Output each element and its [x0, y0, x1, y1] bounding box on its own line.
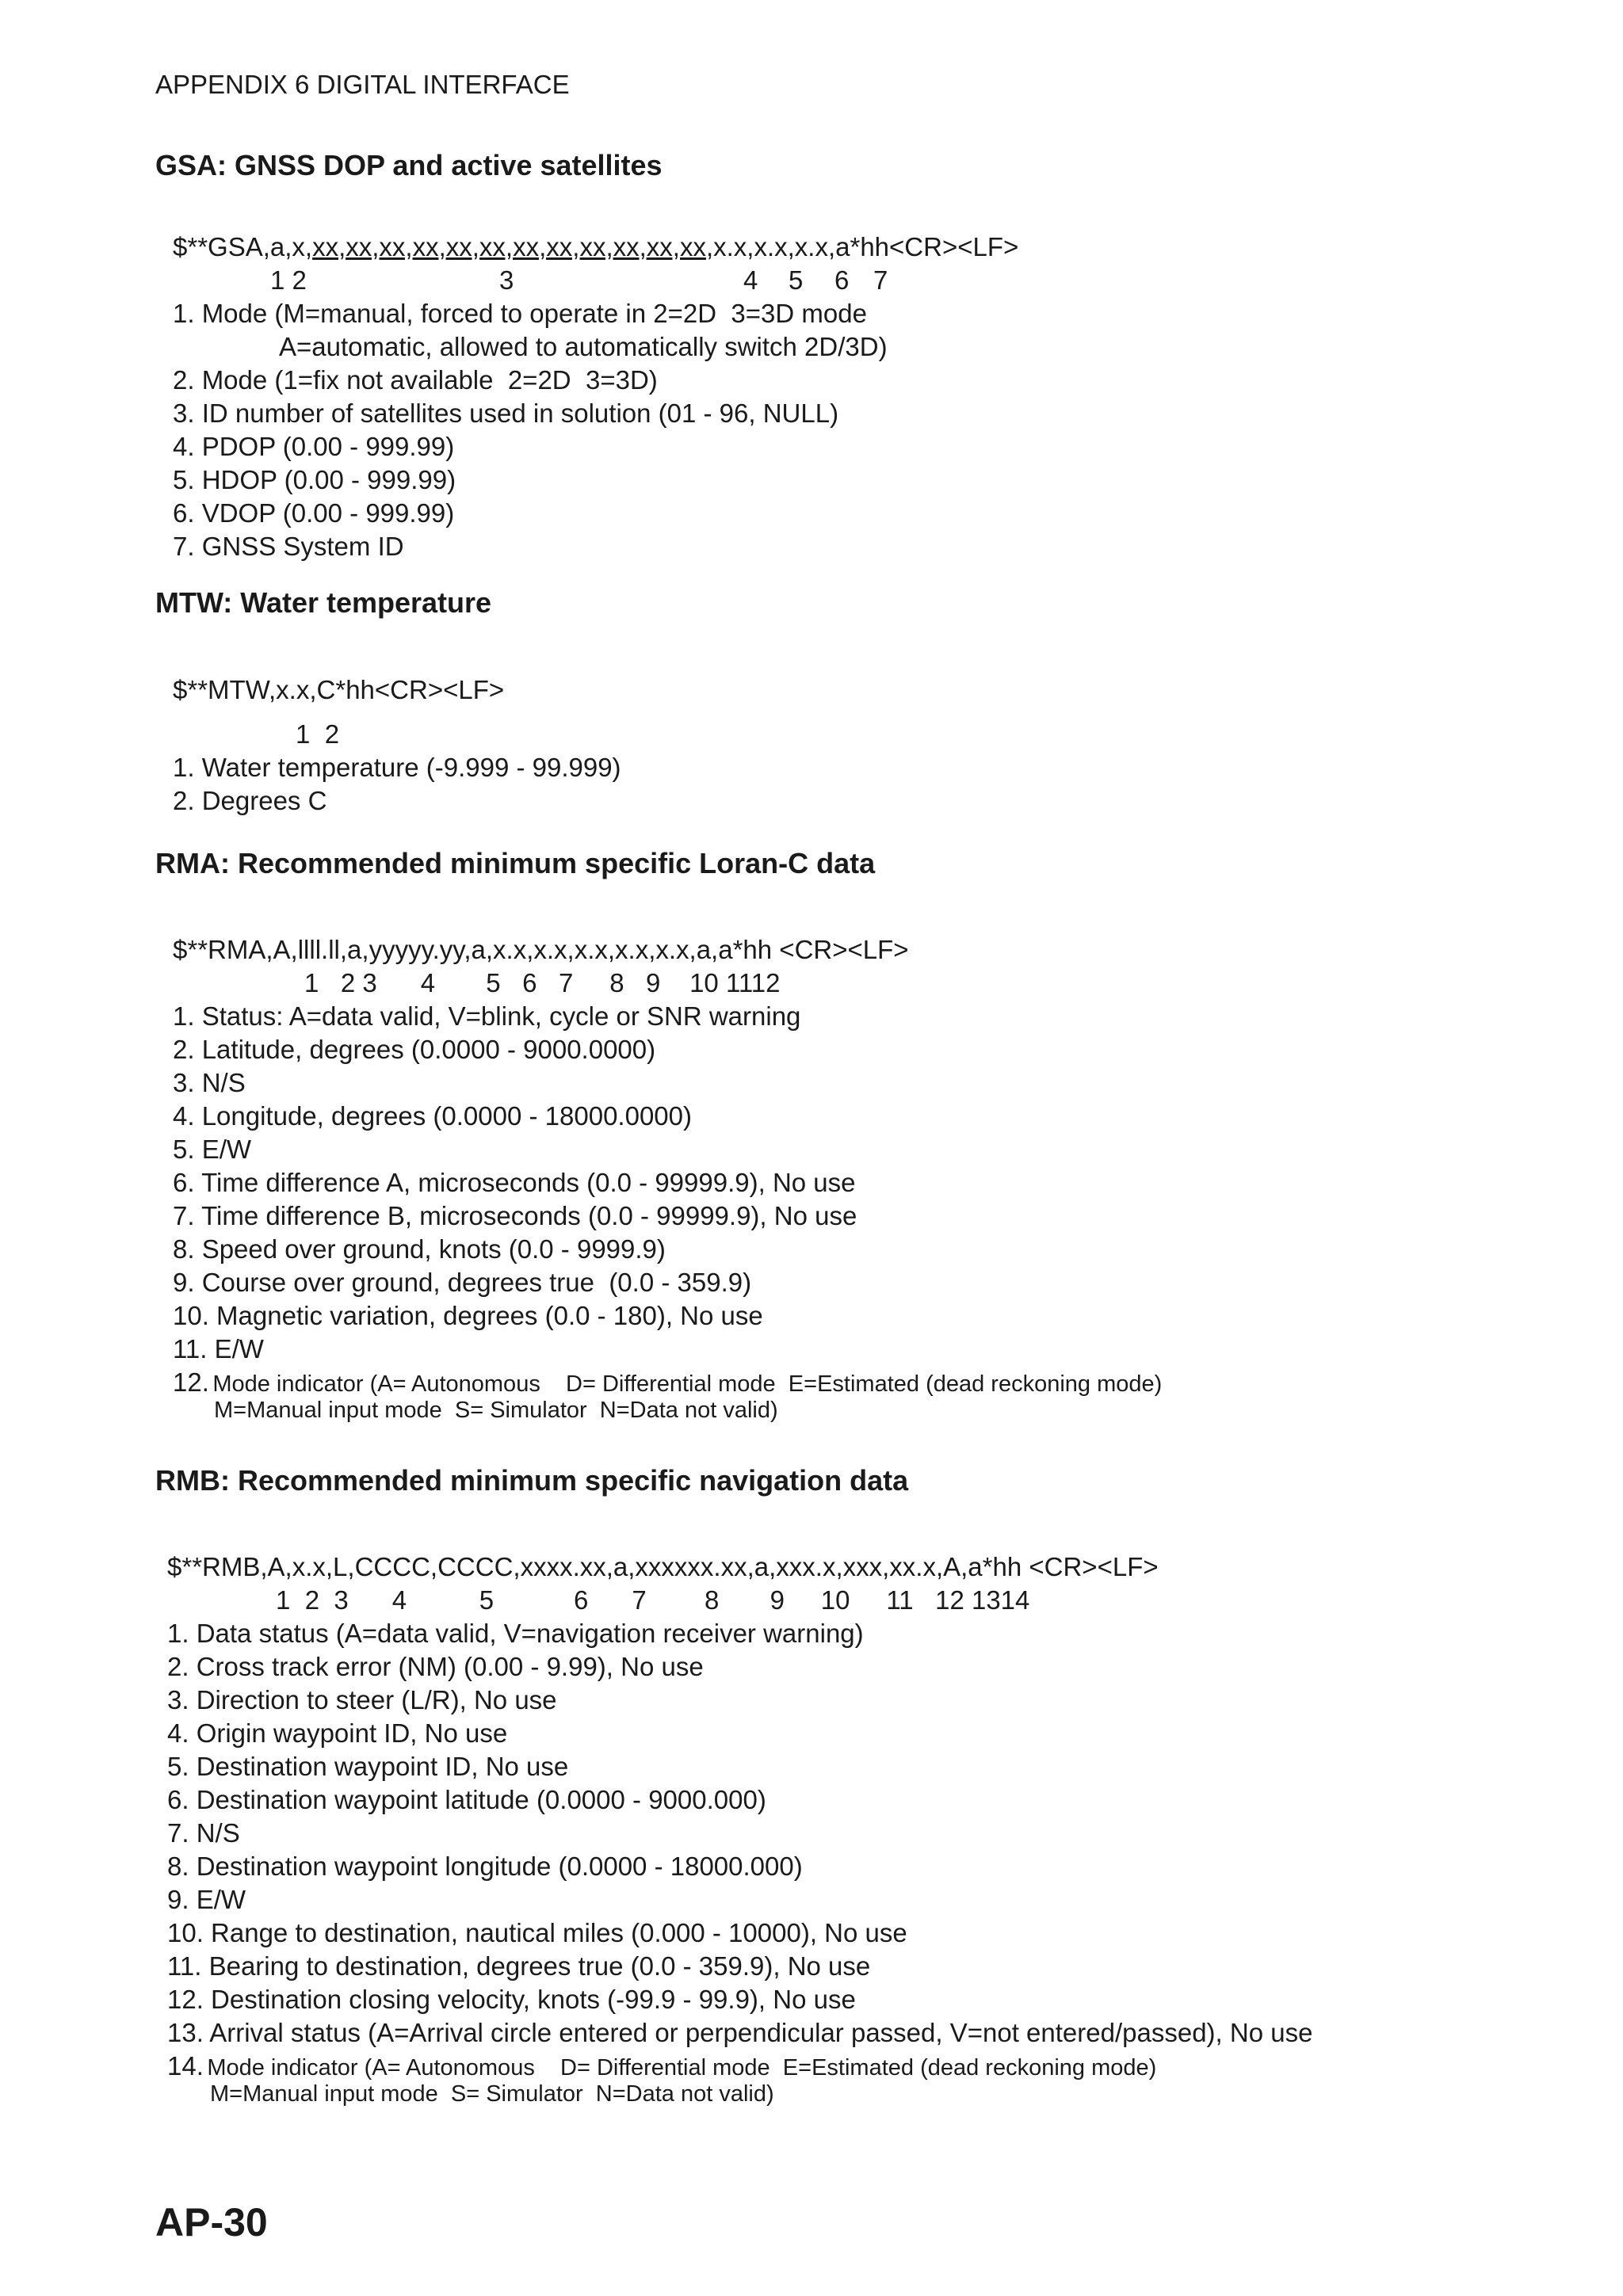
rma-item: 4. Longitude, degrees (0.0000 - 18000.0000)	[173, 1101, 693, 1131]
rmb-mode-line2: M=Manual input mode S= Simulator N=Data not valid)	[210, 2081, 774, 2107]
rma-title: RMA: Recommended minimum specific Loran-C data	[155, 847, 876, 879]
rma-item: 7. Time difference B, microseconds (0.0 - 99999.9), No use	[173, 1201, 857, 1230]
rma-mode-line1: Mode indicator (A= Autonomous D= Differential mode E=Estimated (dead reckoning mode)	[212, 1371, 1163, 1397]
gsa-item: 3. ID number of satellites used in solution (01 - 96, NULL)	[173, 399, 839, 428]
gsa-item: 4. PDOP (0.00 - 999.99)	[173, 432, 455, 461]
rma-mode-num: 12.	[173, 1367, 209, 1397]
gsa-num-6: 6	[834, 265, 850, 295]
rmb-item: 11. Bearing to destination, degrees true (0.0 - 359.9), No use	[167, 1951, 871, 1981]
gsa-format-satellites: xx,xx,xx,xx,xx,xx,xx,xx,xx,xx,xx,xx	[312, 232, 706, 261]
rma-item: 5. E/W	[173, 1135, 252, 1164]
rmb-item: 9. E/W	[167, 1885, 246, 1914]
rmb-item: 4. Origin waypoint ID, No use	[167, 1718, 508, 1748]
gsa-item: 6. VDOP (0.00 - 999.99)	[173, 498, 455, 528]
rma-format: $**RMA,A,llll.ll,a,yyyyy.yy,a,x.x,x.x,x.x,x.x,x.x,a,a*hh <CR><LF>	[173, 935, 909, 964]
rmb-item: 10. Range to destination, nautical miles (0.000 - 10000), No use	[167, 1918, 907, 1947]
rma-item: 9. Course over ground, degrees true (0.0 - 359.9)	[173, 1268, 752, 1297]
rma-item: 6. Time difference A, microseconds (0.0 - 99999.9), No use	[173, 1168, 856, 1197]
rma-numbering: 1 2 3 4 5 6 7 8 9 10 1112	[304, 968, 781, 997]
mtw-item: 1. Water temperature (-9.999 - 99.999)	[173, 753, 621, 782]
rma-item: 10. Magnetic variation, degrees (0.0 - 180), No use	[173, 1301, 763, 1330]
page-number: AP-30	[155, 2200, 268, 2245]
rmb-item: 6. Destination waypoint latitude (0.0000 - 9000.000)	[167, 1785, 766, 1814]
rmb-format: $**RMB,A,x.x,L,CCCC,CCCC,xxxx.xx,a,xxxxxx.xx,a,xxx.x,xxx,xx.x,A,a*hh <CR><LF>	[167, 1552, 1159, 1581]
gsa-item: 7. GNSS System ID	[173, 532, 404, 561]
mtw-title: MTW: Water temperature	[155, 586, 492, 619]
rmb-numbering: 1 2 3 4 5 6 7 8 9 10 11 12 1314	[276, 1585, 1030, 1615]
rmb-item: 3. Direction to steer (L/R), No use	[167, 1685, 557, 1714]
rma-item: 11. E/W	[173, 1334, 264, 1363]
gsa-item: A=automatic, allowed to automatically switch 2D/3D)	[279, 332, 888, 361]
mtw-format: $**MTW,x.x,C*hh<CR><LF>	[173, 675, 505, 704]
gsa-num-4: 4	[743, 265, 758, 295]
rmb-title: RMB: Recommended minimum specific navigation data	[155, 1464, 909, 1497]
rma-item: 3. N/S	[173, 1068, 246, 1097]
rmb-item: 13. Arrival status (A=Arrival circle entered or perpendicular passed, V=not entered/passed), No use	[167, 2018, 1313, 2047]
gsa-format-suffix: ,x.x,x.x,x.x,a*hh<CR><LF>	[705, 232, 1019, 261]
gsa-num-7: 7	[873, 265, 888, 295]
rmb-item: 8. Destination waypoint longitude (0.0000 - 18000.000)	[167, 1852, 803, 1881]
mtw-item: 2. Degrees C	[173, 786, 327, 815]
gsa-format-prefix: $**GSA,a,x,	[173, 232, 313, 261]
gsa-title: GSA: GNSS DOP and active satellites	[155, 149, 663, 181]
rmb-item: 2. Cross track error (NM) (0.00 - 9.99), No use	[167, 1652, 704, 1681]
rmb-item: 12. Destination closing velocity, knots (-99.9 - 99.9), No use	[167, 1985, 856, 2014]
gsa-format	[173, 232, 1018, 262]
rmb-item: 7. N/S	[167, 1818, 240, 1848]
rma-item: 1. Status: A=data valid, V=blink, cycle or SNR warning	[173, 1001, 801, 1031]
gsa-num-5: 5	[789, 265, 804, 295]
rmb-mode-line1: Mode indicator (A= Autonomous D= Differential mode E=Estimated (dead reckoning mode)	[207, 2055, 1157, 2081]
gsa-num-3: 3	[499, 265, 514, 295]
rmb-mode-num: 14.	[167, 2051, 204, 2081]
rma-mode-line2: M=Manual input mode S= Simulator N=Data not valid)	[214, 1398, 778, 1423]
mtw-numbering: 1 2	[296, 719, 340, 749]
rmb-item: 1. Data status (A=data valid, V=navigation receiver warning)	[167, 1619, 864, 1648]
page-header: APPENDIX 6 DIGITAL INTERFACE	[155, 70, 570, 99]
gsa-item: 5. HDOP (0.00 - 999.99)	[173, 465, 456, 494]
rma-item: 8. Speed over ground, knots (0.0 - 9999.9)	[173, 1234, 666, 1264]
gsa-num-1-2: 1 2	[270, 265, 307, 295]
gsa-item: 2. Mode (1=fix not available 2=2D 3=3D)	[173, 365, 658, 395]
rma-mode-indicator	[173, 1367, 1162, 1398]
gsa-item: 1. Mode (M=manual, forced to operate in 2=2D 3=3D mode	[173, 299, 867, 328]
rmb-mode-indicator	[167, 2051, 1156, 2081]
rma-item: 2. Latitude, degrees (0.0000 - 9000.0000)	[173, 1035, 656, 1064]
rmb-item: 5. Destination waypoint ID, No use	[167, 1752, 569, 1781]
